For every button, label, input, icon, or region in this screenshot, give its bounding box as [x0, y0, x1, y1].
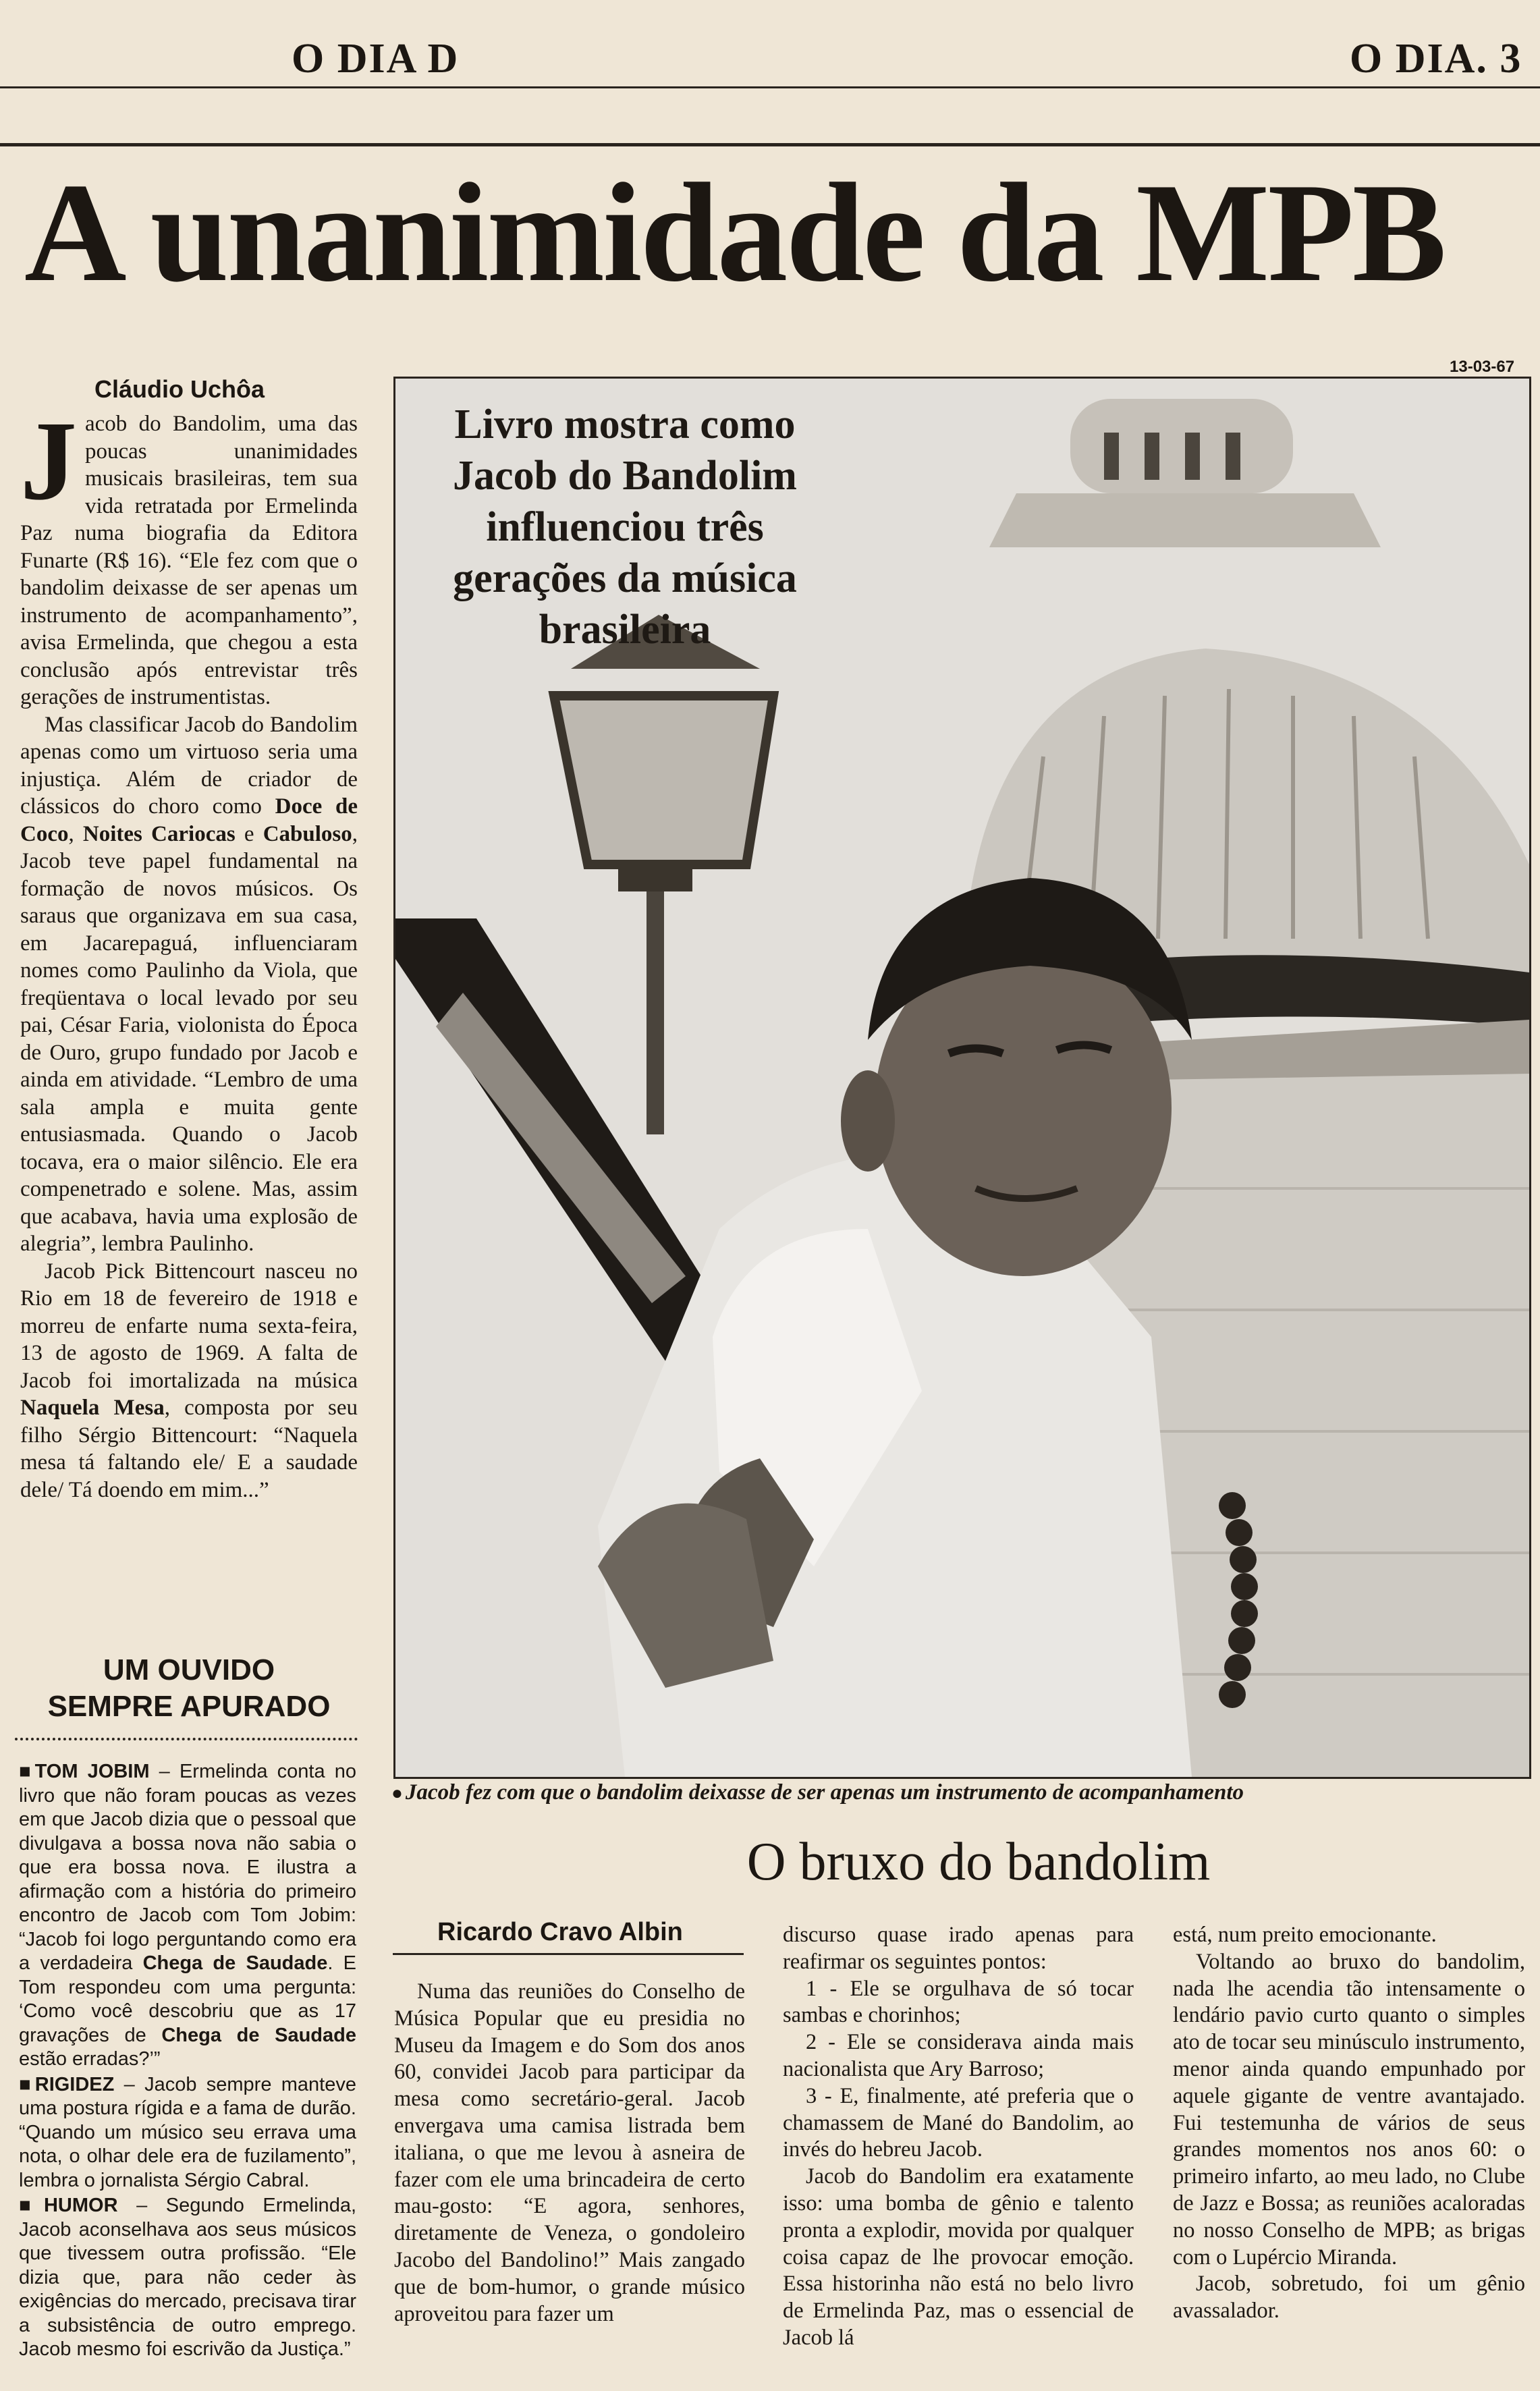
byline-2-rule [393, 1953, 744, 1955]
sidebar-divider [15, 1738, 358, 1740]
second-col1-paragraph: Numa das reuniões do Conselho de Música Popular que eu presidia no Museu da Imagem e do Som dos anos 60, convidei Jacob para participar da mesa como secretário-geral. Jacob envergava uma camisa listrada bem italiana, o que me levou à asneira de fazer com ele uma brincadeira de certo mau-gosto: “E agora, senhores, diretamente de Veneza, o gondoleiro Jacobo del Bandolino!” Mais zangado que de bom-humor, o grande músico aproveitou para fazer um [394, 1979, 745, 2326]
second-article-col-3 [1173, 1922, 1525, 2325]
byline-2: Ricardo Cravo Albin [437, 1918, 683, 1946]
second-col3-paragraph-2: Jacob, sobretudo, foi um gênio avassalador. [1173, 2272, 1525, 2324]
photo-date: 13-03-67 [1450, 358, 1515, 376]
second-col3-paragraph-1: Voltando ao bruxo do bandolim, nada lhe acendia tão intensamente o lendário pavio curto quanto o simples ato de tocar seu minúsculo instrumento, menor ainda quando empunhado por aquele gigante de ventre avantajado. Fui testemunha de vários de seus grandes momentos nos anos 60: o primeiro infarto, ao meu lado, no Clube de Jazz e Bossa; as reuniões acaloradas no nosso Conselho de MPB; as brigas com o Lupércio Miranda. [1173, 1949, 1525, 2270]
bullet-icon: ● [391, 1783, 403, 1804]
article-body [20, 398, 358, 1504]
second-article-col-1 [394, 1979, 745, 2328]
second-col2-item-3: 3 - E, finalmente, até preferia que o chamassem de Mané do Bandolim, ao invés do hebreu Jacob. [783, 2083, 1134, 2162]
article-paragraph-3: Jacob Pick Bittencourt nasceu no Rio em 18 de fevereiro de 1918 e morreu de enfarte numa sexta-feira, 13 de agosto de 1969. A falta de Jacob foi imortalizada na música Naquela Mesa, composta por seu filho Sérgio Bittencourt: “Naquela mesa tá faltando ele/ E a saudade dele/ Tá doendo em mim...” [20, 1259, 358, 1502]
masthead-right: O DIA. 3 [1350, 36, 1522, 82]
photo-caption: ● Jacob fez com que o bandolim deixasse de ser apenas um instrumento de acompanhamento [391, 1780, 1244, 1805]
masthead-rule-bottom [0, 143, 1540, 146]
second-article-col-2 [783, 1922, 1134, 2352]
section-title: O bruxo do bandolim [746, 1832, 1211, 1892]
article-paragraph-1: Jacob do Bandolim, uma das poucas unanimidades musicais brasileiras, tem sua vida retratada por Ermelinda Paz numa biografia da Editora Funarte (R$ 16). “Ele fez com que o bandolim deixasse de ser apenas um instrumento de acompanhamento”, avisa Ermelinda, que chegou a esta conclusão após entrevistar três gerações de instrumentistas. [20, 398, 358, 709]
photo-overlay-title: Livro mostra como Jacob do Bandolim influenciou três gerações da música brasileira [453, 402, 797, 653]
sidebar-title [13, 1652, 364, 1725]
byline: Cláudio Uchôa [94, 375, 265, 403]
sidebar-item-rigidez: ■RIGIDEZ – Jacob sempre manteve uma postura rígida e a fama de durão. “Quando um músico seu errava uma nota, o olhar dele era de fuzilamento”, lembra o jornalista Sérgio Cabral. [19, 2073, 356, 2191]
sidebar-title-line-1: UM OUVIDO [103, 1653, 275, 1686]
article-paragraph-2: Mas classificar Jacob do Bandolim apenas como um virtuoso seria uma injustiça. Além de criador de clássicos do choro como Doce de Coco, Noites Cariocas e Cabuloso, Jacob teve papel fundamental na formação de novos músicos. Os saraus que organizava em sua casa, em Jacarepaguá, influenciaram nomes como Paulinho da Viola, que freqüentava o local levado por seu pai, César Faria, violonista do Época de Ouro, grupo fundado por Jacob e ainda em atividade. “Lembro de uma sala ampla e muita gente entusiasmada. Quando o Jacob tocava, era o maior silêncio. Ele era compenetrado e solene. Mas, assim que acabava, havia uma explosão de alegria”, lembra Paulinho. [20, 712, 358, 1256]
sidebar-item-tom-jobim: ■TOM JOBIM – Ermelinda conta no livro que não foram poucas as vezes em que Jacob dizia que o pessoal que divulgava a bossa nova não sabia o que era bossa nova. E ilustra a afirmação com a história do primeiro encontro de Jacob com Tom Jobim: “Jacob foi logo perguntando como era a verdadeira Chega de Saudade. E Tom respondeu com uma pergunta: ‘Como você descobriu que as 17 gravações de Chega de Saudade estão erradas?’” [19, 1761, 356, 2070]
headline: A unanimidade da MPB [24, 155, 1445, 311]
sidebar-title-line-2: SEMPRE APURADO [47, 1690, 331, 1723]
second-col2-paragraph: Jacob do Bandolim era exatamente isso: uma bomba de gênio e talento pronta a explodir, movida por qualquer coisa capaz de lhe provocar emoção. Essa historinha não está no belo livro de Ermelinda Paz, mas o essencial de Jacob lá [783, 2164, 1134, 2350]
photo [393, 377, 1531, 1779]
drop-cap: J [20, 398, 77, 524]
sidebar-item-humor: ■HUMOR – Segundo Ermelinda, Jacob aconselhava aos seus músicos que tivessem outra profissão. “Ele dizia que, para não ceder às exigências do mercado, precisava tirar a subsistência de outro emprego. Jacob mesmo foi escrivão da Justiça.” [19, 2195, 357, 2360]
masthead-left: O DIA D [292, 36, 460, 82]
second-col3-continued: está, num preito emocionante. [1173, 1923, 1437, 1947]
masthead-rule-top [0, 86, 1540, 88]
sidebar-body [19, 1760, 356, 2363]
second-col2-item-2: 2 - Ele se considerava ainda mais nacionalista que Ary Barroso; [783, 2030, 1134, 2081]
second-col2-intro: discurso quase irado apenas para reafirmar os seguintes pontos: [783, 1923, 1134, 1974]
second-col2-item-1: 1 - Ele se orgulhava de só tocar sambas e chorinhos; [783, 1976, 1134, 2028]
